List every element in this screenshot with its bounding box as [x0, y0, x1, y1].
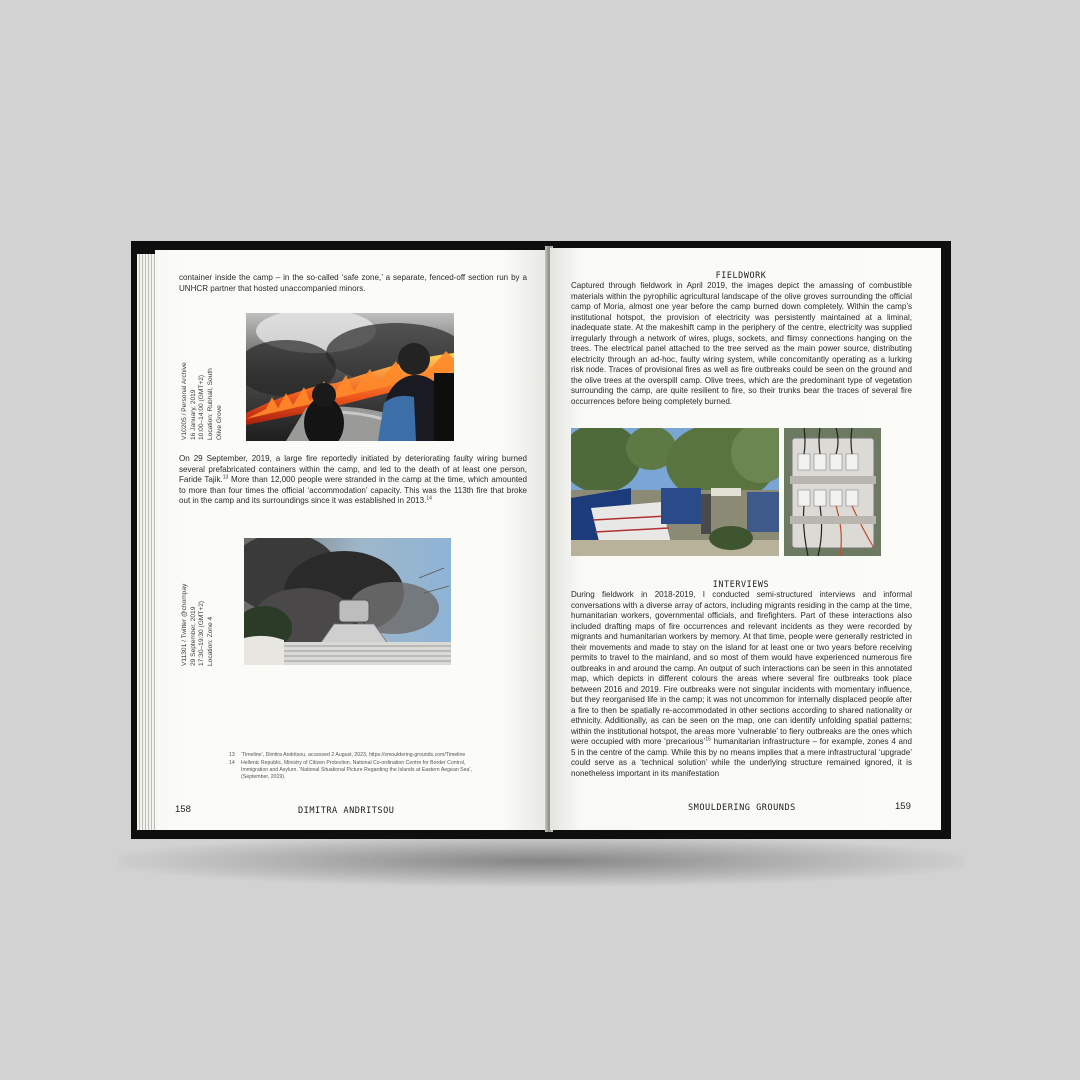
smoke-photo: [244, 538, 451, 665]
photo-caption-1: V10205 / Personal Archive 16 January, 2019 10:00–14:00 (GMT+2) Location: Rubhall, South Olive Grove: [181, 362, 223, 440]
electrical-panel-photo: [784, 428, 881, 556]
left-intro-text: container inside the camp – in the so-called ‘safe zone,’ a separate, fenced-off section run by a UNHCR partner that hosted unaccompanied minors.: [179, 273, 527, 293]
camp-photo: [571, 428, 779, 556]
book-shadow: [118, 836, 964, 886]
fire-photo: [246, 313, 454, 441]
page-number-right: 159: [895, 801, 911, 812]
photo-caption-2: V11301 / Twitter @chompay 29 September, 2019 17:30–19:30 (GMT+2) Location: Zone 4: [181, 583, 215, 666]
heading-fieldwork: FIELDWORK: [715, 270, 767, 280]
page-number-left: 158: [175, 804, 191, 815]
running-footer-right: SMOULDERING GROUNDS: [688, 803, 796, 813]
left-page: [155, 250, 548, 830]
fieldwork-text: Captured through fieldwork in April 2019, the images depict the amassing of combustible materials within the pyrophilic agricultural landscape of the olive groves surrounding the official camp of Moria, almost one year before the camp burned down completely. Within the camp’s institutional hotspot, the provision of electricity was persistently maintained at a liminal, inadequate state. At the makeshift camp in the periphery of the centre, electricity was supplied irregularly through a network of wires, plugs, sockets, and flimsy connections hanging on the trees. The electrical panel attached to the tree served as the main power source, distributing electricity through an ad-hoc, faulty wiring system, while concomitantly operating as a lurking risk node. Traces of provisional fires as well as fire outbreaks could be seen on the ground and the olive trees at the overspill camp. Olive trees, which are the predominant type of vegetation surrounding the camp, are quite resilient to fire, so their trunks bear the traces of several fire occurrences before being completely burned.: [571, 281, 912, 406]
running-footer-left: DIMITRA ANDRITSOU: [298, 806, 395, 816]
interviews-text: During fieldwork in 2018-2019, I conducted semi-structured interviews and informal conversations with a diverse array of actors, including migrants residing in the camp at the time, humanitarian workers, governmental officials, and firefighters. Part of these interactions also included drafting maps of fire occurrences and relevant incidents as they were recorded by migrants and humanitarian workers by memory. At that time, people were generally restricted in their movements and made to stay on the island for at least one or two years before receiving permits to travel to the mainland, and so most of them would have experienced numerous fire outbreaks in and around the camp. An output of such interactions can be seen in this annotated map, which depicts in different colours the areas where several fire outbreaks took place between 2016 and 2019. Fire outbreaks were not singular incidents with momentary influence, but they reorganised life in the camp; it was not uncommon for internally displaced people after a fire to then be spatially re-accommodated in other sections according to shared nationality or ethnicity. Additionally, as can be seen on the map, one can identify unfolding spatial patterns; within the institutional hotspot, the areas more ‘vulnerable’ to fiery outbreaks are the ones which were occupied with more ‘precarious’$^{15}$ humanitarian infrastructure – for example, zones 4 and 5 in the centre of the camp. While this by no means implies that a mere infrastructural ‘upgrade’ could serve as a ‘technical solution’ while the underlying structure remained ignored, it is nonetheless important in its manifestation: [571, 590, 912, 778]
footnote-14: 14 Hellenic Republic, Ministry of Citizen Protection, National Co-ordination Centre for Border Control, Immigration and Asylum. ‘National Situational Picture Regarding the Islands at Eastern Aegean Sea’, (September, 2019).: [229, 759, 472, 780]
footnotes: [229, 752, 479, 781]
heading-interviews: INTERVIEWS: [712, 579, 770, 589]
right-page: [550, 248, 941, 830]
left-paragraph: On 29 September, 2019, a large fire reportedly initiated by deteriorating faulty wiring burned several prefabricated containers within the camp, and led to the death of at least one person, Faride Tajik.$^{13}$ More than 12,000 people were stranded in the camp at the time, which amounted to more than four times the official ‘accommodation’ capacity. This was the 113th fire that broke out in the camp and its surroundings since it was established in 2013.14: [179, 454, 528, 505]
footnote-13: 13 ‘Timeline’, Dimitra Andritsou, accessed 2 August, 2023, https://smouldering-grounds.com/Timeline: [229, 752, 466, 758]
